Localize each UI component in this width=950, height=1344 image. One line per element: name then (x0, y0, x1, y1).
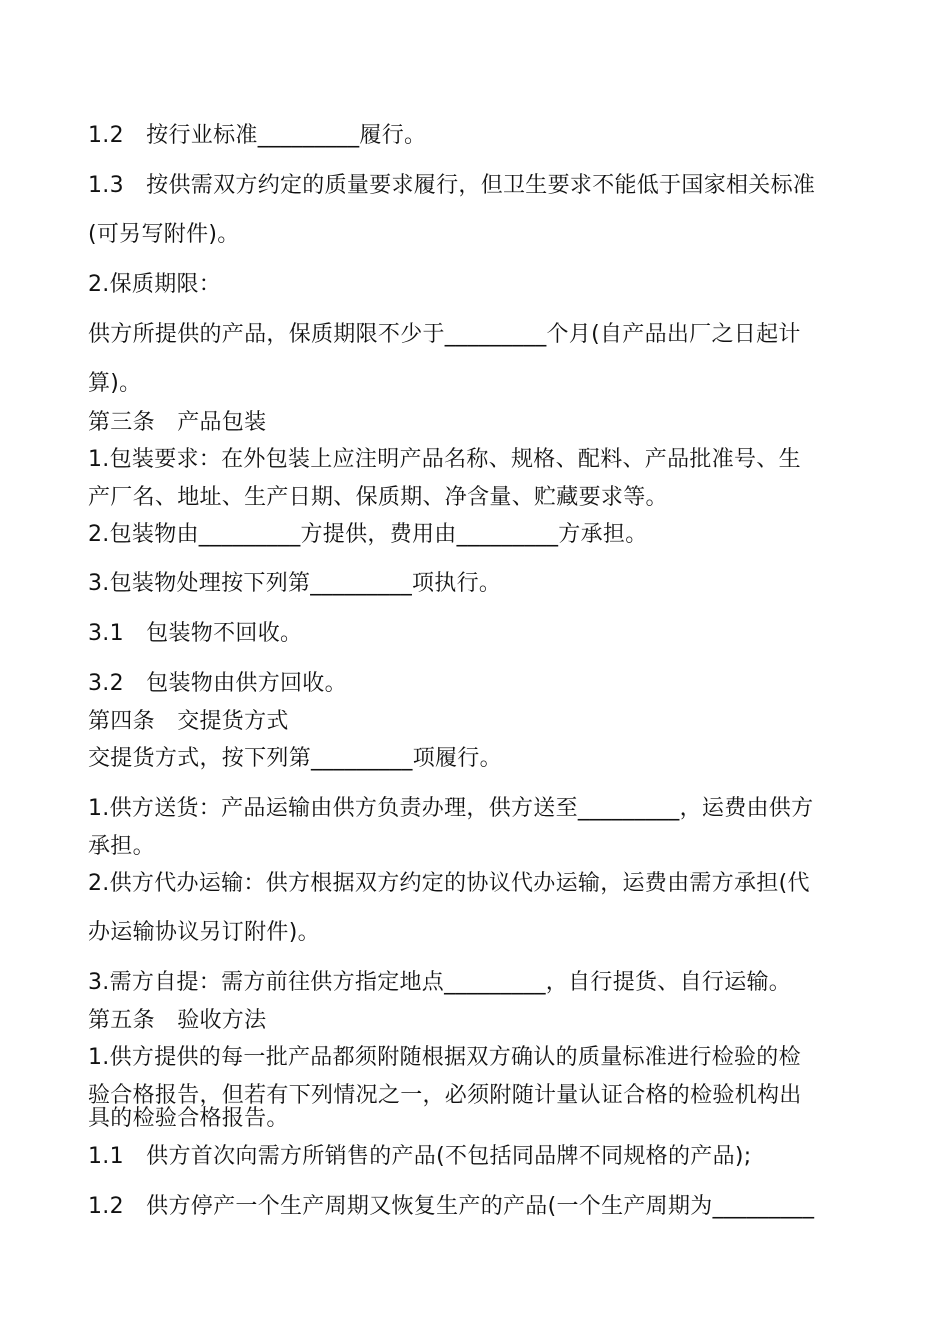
shelf-life-heading: 2.保质期限： (88, 272, 222, 297)
packaging-disposal: 3.包装物处理按下列第_________项执行。 (88, 571, 502, 596)
delivery-method-intro: 交提货方式，按下列第_________项履行。 (88, 746, 502, 771)
inspection-line1: 1.供方提供的每一批产品都须附随根据双方确认的质量标准进行检验的检 (88, 1045, 801, 1070)
shelf-life-text-line1: 供方所提供的产品，保质期限不少于_________个月(自产品出厂之日起计 (88, 322, 801, 347)
packaging-requirements-line1: 1.包装要求：在外包装上应注明产品名称、规格、配料、产品批准号、生 (88, 447, 801, 472)
inspection-line2: 验合格报告，但若有下列情况之一，必须附随计量认证合格的检验机构出 (88, 1083, 802, 1108)
clause-1-2-industry-standard: 1.2 按行业标准_________履行。 (88, 123, 427, 148)
agent-transport-line1: 2.供方代办运输：供方根据双方约定的协议代办运输，运费由需方承担(代 (88, 871, 810, 896)
supplier-delivery-line1: 1.供方送货：产品运输由供方负责办理，供方送至_________，运费由供方 (88, 796, 814, 821)
clause-1-2-production-cycle: 1.2 供方停产一个生产周期又恢复生产的产品(一个生产周期为_________ (88, 1194, 815, 1219)
inspection-line3: 具的检验合格报告。 (88, 1106, 289, 1131)
agent-transport-line2: 办运输协议另订附件)。 (88, 920, 320, 945)
shelf-life-text-line2: 算)。 (88, 371, 142, 396)
supplier-delivery-line2: 承担。 (88, 834, 155, 859)
article-5-heading: 第五条 验收方法 (88, 1008, 267, 1033)
clause-3-2: 3.2 包装物由供方回收。 (88, 671, 347, 696)
article-4-heading: 第四条 交提货方式 (88, 709, 289, 734)
clause-3-1: 3.1 包装物不回收。 (88, 621, 303, 646)
packaging-provider: 2.包装物由_________方提供，费用由_________方承担。 (88, 522, 648, 547)
clause-1-3-quality-line2: (可另写附件)。 (88, 222, 240, 247)
buyer-pickup: 3.需方自提：需方前往供方指定地点_________，自行提货、自行运输。 (88, 970, 792, 995)
article-3-heading: 第三条 产品包装 (88, 410, 267, 435)
packaging-requirements-line2: 产厂名、地址、生产日期、保质期、净含量、贮藏要求等。 (88, 485, 668, 510)
clause-1-3-quality-line1: 1.3 按供需双方约定的质量要求履行，但卫生要求不能低于国家相关标准 (88, 173, 816, 198)
clause-1-1-first-sale: 1.1 供方首次向需方所销售的产品(不包括同品牌不同规格的产品); (88, 1144, 752, 1169)
